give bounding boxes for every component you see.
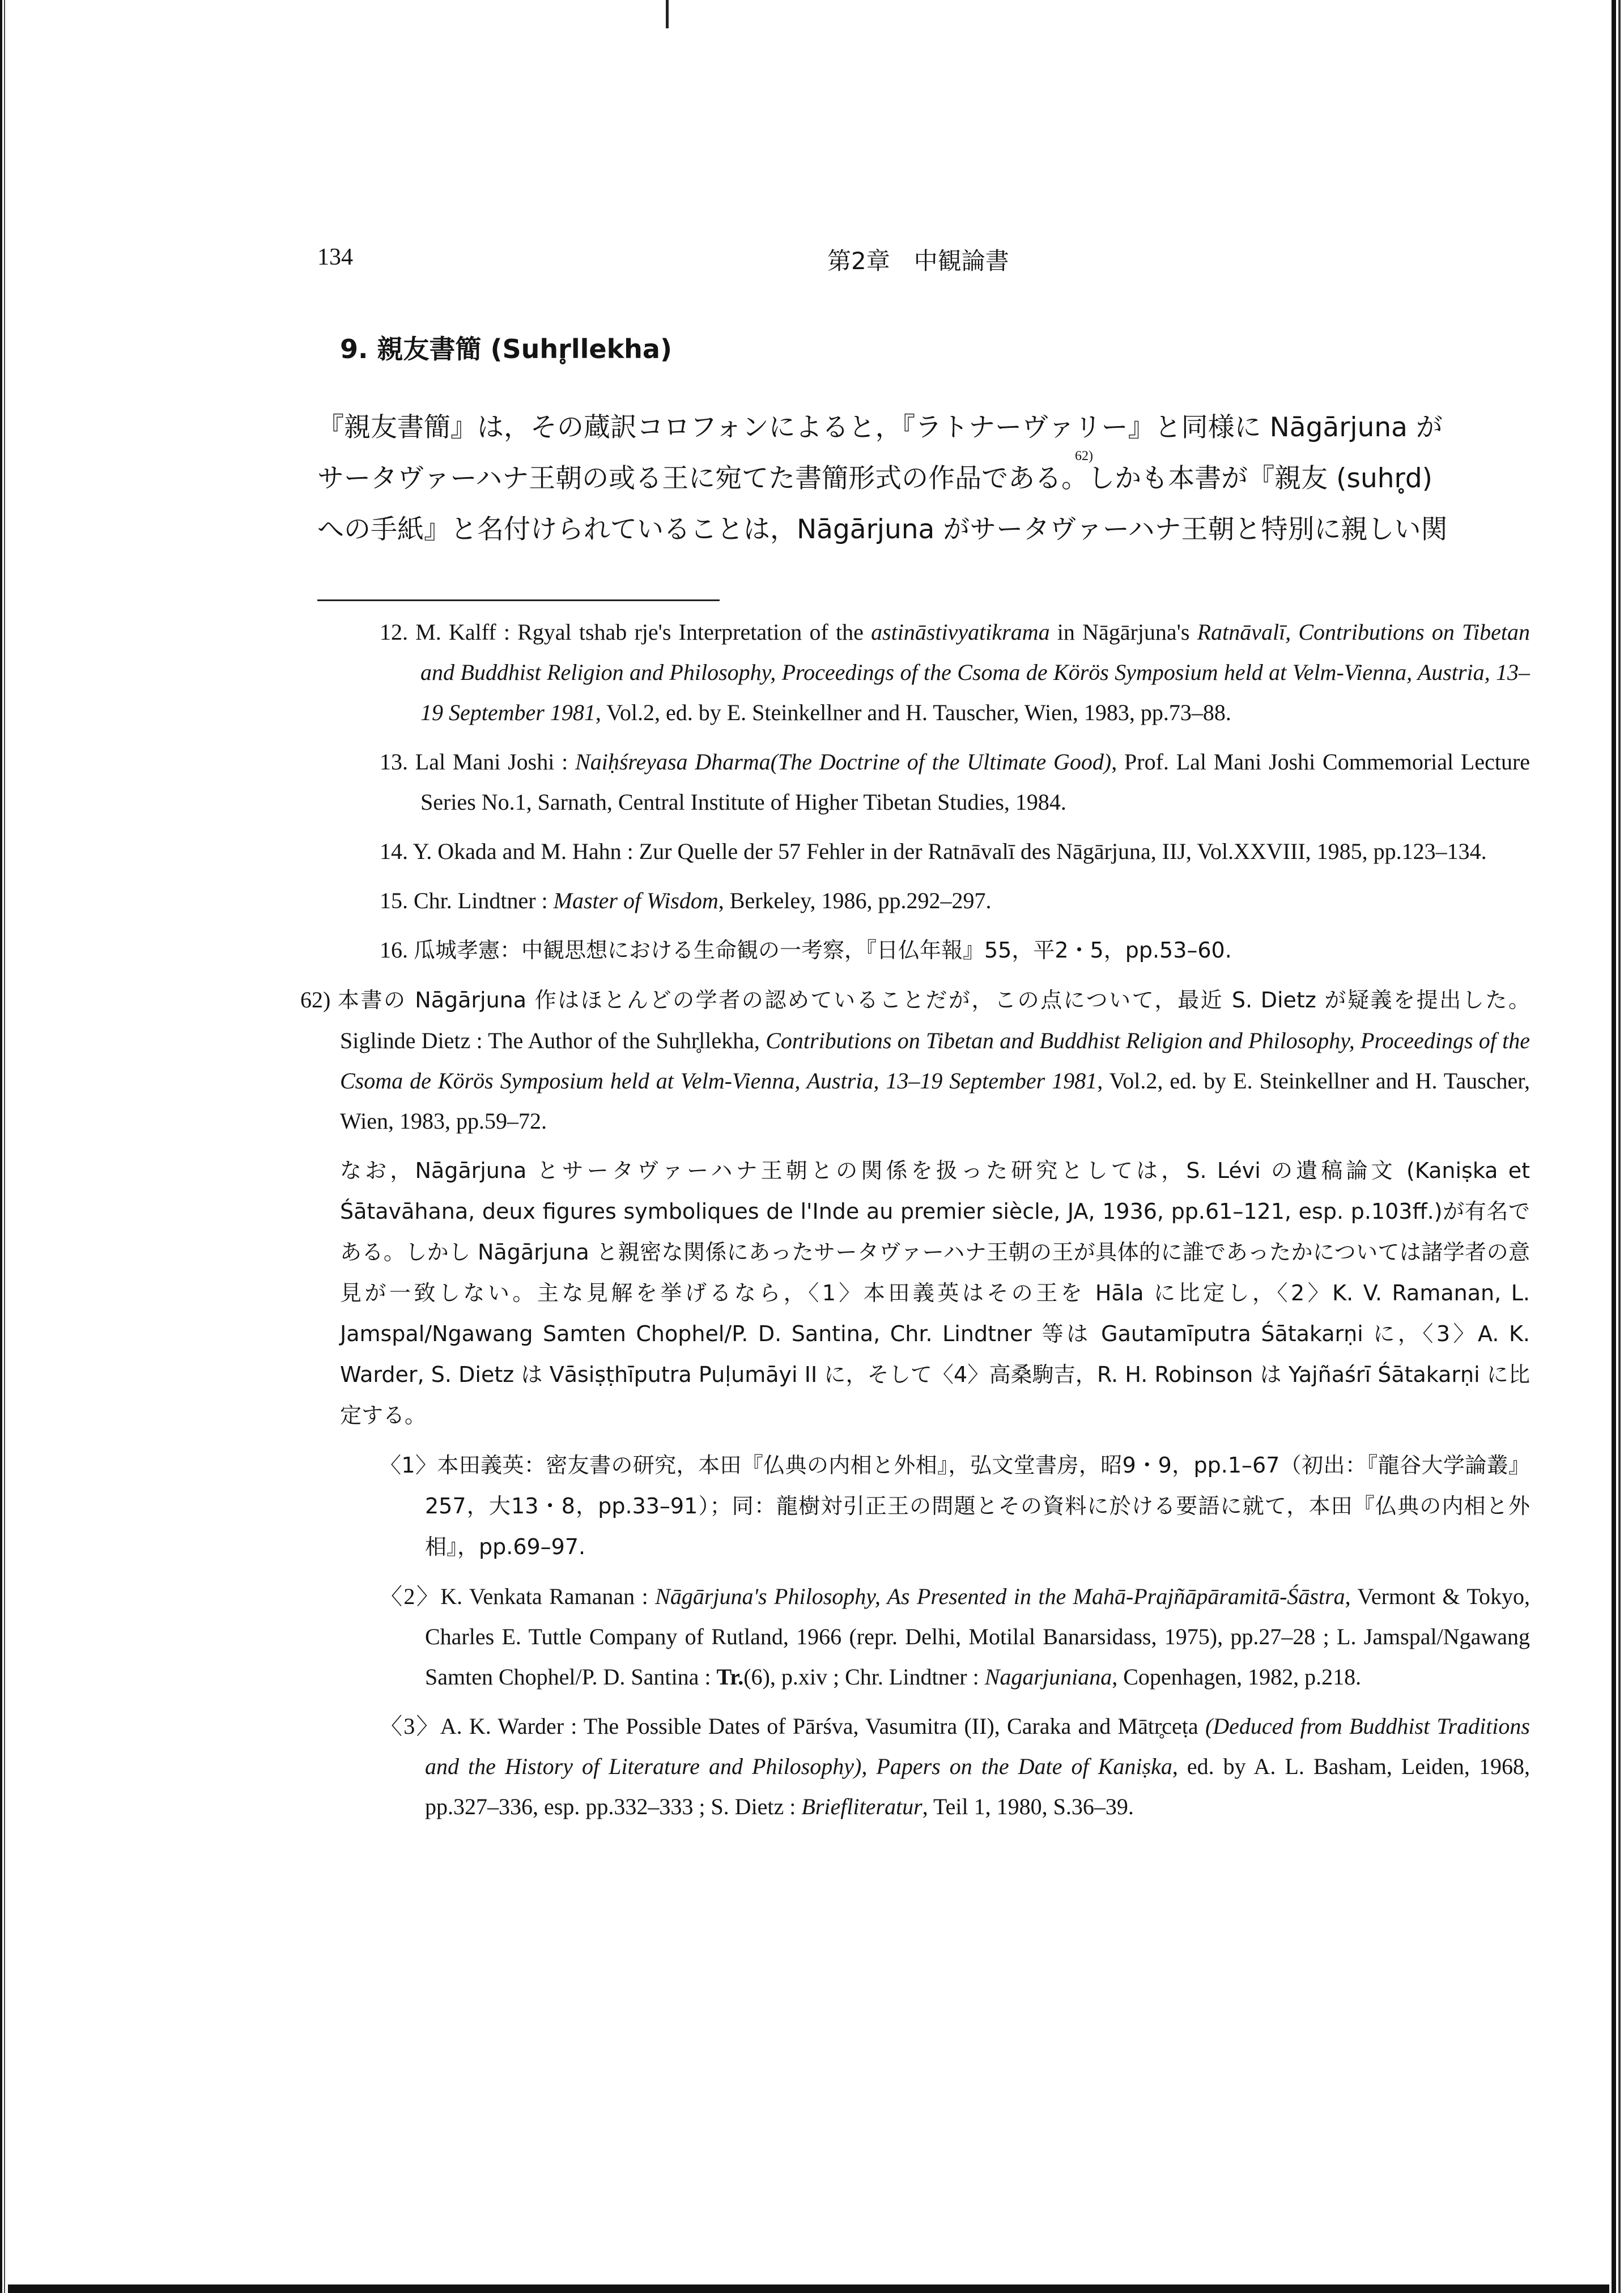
scan-edge-bottom [8, 2285, 1609, 2293]
ref-text: Chr. Lindtner : [414, 888, 554, 913]
citation-bold: Tr. [716, 1664, 744, 1690]
citation-italic: Briefliteratur [801, 1794, 922, 1819]
ref-text: in Nāgārjuna's [1049, 619, 1197, 645]
ref-14 [381, 831, 1530, 871]
footnote-text: なお，Nāgārjuna とサータヴァーハナ王朝との関係を扱った研究としては，S. Lévi の遺稿論文 (Kaniṣka et Śātavāhana, deux figures symboliques de l'Inde au premier siècle, JA, 1936, pp.61–121, esp. p.103ff.)が有名である。しかし Nāgārjuna と親密な関係にあったサータヴァーハナ王朝の王が具体的に誰であったかについては諸学者の意見が一致しない。主な見解を挙げるなら，〈1〉本田義英はその王を Hāla に比定し，〈2〉K. V. Ramanan, L. Jamspal/Ngawang Samten Chophel/P. D. Santina, Chr. Lindtner 等は Gautamīputra Śātakarṇi に，〈3〉A. K. Warder, S. Dietz は Vāsiṣṭhīputra Puḷumāyi II に，そして〈4〉高桑駒吉，R. H. Robinson は Yajñaśrī Śātakarṇi に比定する。 [340, 1158, 1530, 1428]
running-header: 第2章 中観論書 [827, 247, 1009, 275]
body-line-2: サータヴァーハナ王朝の或る王に宛てた書簡形式の作品である。しかも本書が『親友 (suhr̥d) [317, 463, 1433, 494]
ref-number: 16. [380, 937, 408, 963]
page-number: 134 [317, 244, 353, 270]
citation-text: 〈1〉本田義英：密友書の研究，本田『仏典の内相と外相』，弘文堂書房，昭9・9，pp.1–67（初出：『龍谷大学論叢』257，大13・8，pp.33–91）；同：龍樹対引正王の問題とその資料に於ける要語に就て，本田『仏典の内相と外相』，pp.69–97. [380, 1453, 1530, 1559]
ref-number: 14. [380, 839, 408, 864]
ref-text: Lal Mani Joshi : [415, 749, 576, 775]
footnote-number: 62) [300, 987, 331, 1013]
ref-italic: Ratnāvalī, Contributions on Tibetan and Buddhist Religion and Philosophy, Proceedings of the Csoma de Körös Symposium held at Velm-Vienna, Austria, 13–19 September 1981 [420, 619, 1531, 725]
footnote-62 [300, 980, 1530, 1141]
citation-italic: Nagarjuniana [984, 1664, 1112, 1690]
body-line-3: への手紙』と名付けられていることは，Nāgārjuna がサータヴァーハナ王朝と特別に親しい関 [317, 514, 1448, 545]
citation-2 [340, 1576, 1530, 1697]
scan-edge-left [0, 0, 8, 2293]
citation-3 [340, 1706, 1530, 1827]
ref-text: 瓜城孝憲：中観思想における生命観の一考察，『日仏年報』55，平2・5，pp.53–60. [414, 938, 1232, 963]
citation-1 [340, 1445, 1530, 1567]
footnote-italic: Contributions on Tibetan and Buddhist Religion and Philosophy, Proceedings of the Csoma de Körös Symposium held at Velm-Vienna, Austria, 13–19 September 1981 [340, 1028, 1531, 1094]
ref-italic: Naiḥśreyasa Dharma(The Doctrine of the Ultimate Good) [575, 749, 1112, 775]
scan-edge-right [1609, 0, 1624, 2293]
footnote-text: Siglinde Dietz : The Author of the Suhr̥llekha, [340, 1028, 766, 1053]
ref-16 [381, 930, 1530, 971]
citation-text: , Vermont & Tokyo, Charles E. Tuttle Company of Rutland, 1966 (repr. Delhi, Motilal Banarsidass, 1975), pp.27–28 ; L. Jamspal/Ngawang Samten Chophel/P. D. Santina : [425, 1584, 1531, 1690]
scan-mark-top [666, 0, 669, 28]
citation-italic: (Deduced from Buddhist Traditions and the History of Literature and Philosophy), Papers on the Date of Kaniṣka [425, 1713, 1530, 1779]
citation-text: , Teil 1, 1980, S.36–39. [922, 1794, 1134, 1819]
footnote-marker-62: 62) [1075, 449, 1093, 463]
citation-text: (6), p.xiv ; Chr. Lindtner : [743, 1664, 985, 1690]
ref-15 [381, 880, 1530, 921]
citation-text: , Copenhagen, 1982, p.218. [1112, 1664, 1362, 1690]
footnote-text: 本書の Nāgārjuna 作はほとんどの学者の認めていることだが，この点について，最近 S. Dietz が疑義を提出した。 [337, 988, 1530, 1013]
footnote-text: , Vol.2, ed. by E. Steinkellner and H. Tauscher, Wien, 1983, pp.59–72. [340, 1068, 1530, 1134]
ref-text: , Berkeley, 1986, pp.292–297. [718, 888, 992, 913]
ref-text: , Vol.2, ed. by E. Steinkellner and H. Tauscher, Wien, 1983, pp.73–88. [595, 700, 1231, 725]
footnote-62-continuation [340, 1150, 1530, 1436]
ref-12 [381, 612, 1530, 733]
ref-number: 13. [380, 749, 408, 775]
ref-text: M. Kalff : Rgyal tshab rje's Interpretation of the [415, 619, 871, 645]
ref-13 [381, 742, 1530, 822]
ref-italic: astināstivyatikrama [871, 619, 1050, 645]
ref-text: , Prof. Lal Mani Joshi Commemorial Lecture Series No.1, Sarnath, Central Institute of Higher Tibetan Studies, 1984. [420, 749, 1531, 815]
section-title: 9. 親友書簡 (Suhr̥llekha) [340, 334, 672, 364]
footnote-separator [317, 599, 720, 601]
ref-italic: Master of Wisdom [553, 888, 719, 913]
footnotes [300, 612, 1531, 1836]
ref-number: 15. [380, 888, 408, 913]
citation-italic: Nāgārjuna's Philosophy, As Presented in the Mahā-Prajñāpāramitā-Śāstra [655, 1584, 1345, 1609]
citation-text: 〈2〉K. Venkata Ramanan : [380, 1584, 656, 1609]
citation-text: 〈3〉A. K. Warder : The Possible Dates of Pārśva, Vasumitra (II), Caraka and Mātr̥ceṭa [380, 1713, 1205, 1739]
ref-text: Y. Okada and M. Hahn : Zur Quelle der 57 Fehler in der Ratnāvalī des Nāgārjuna, IIJ, Vol.XXVIII, 1985, pp.123–134. [413, 839, 1487, 864]
citation-text: , ed. by A. L. Basham, Leiden, 1968, pp.327–336, esp. pp.332–333 ; S. Dietz : [425, 1754, 1530, 1819]
ref-number: 12. [380, 619, 408, 645]
body-line-1: 『親友書簡』は，その蔵訳コロフォンによると，『ラトナーヴァリー』と同様に Nāgārjuna が [317, 412, 1443, 443]
